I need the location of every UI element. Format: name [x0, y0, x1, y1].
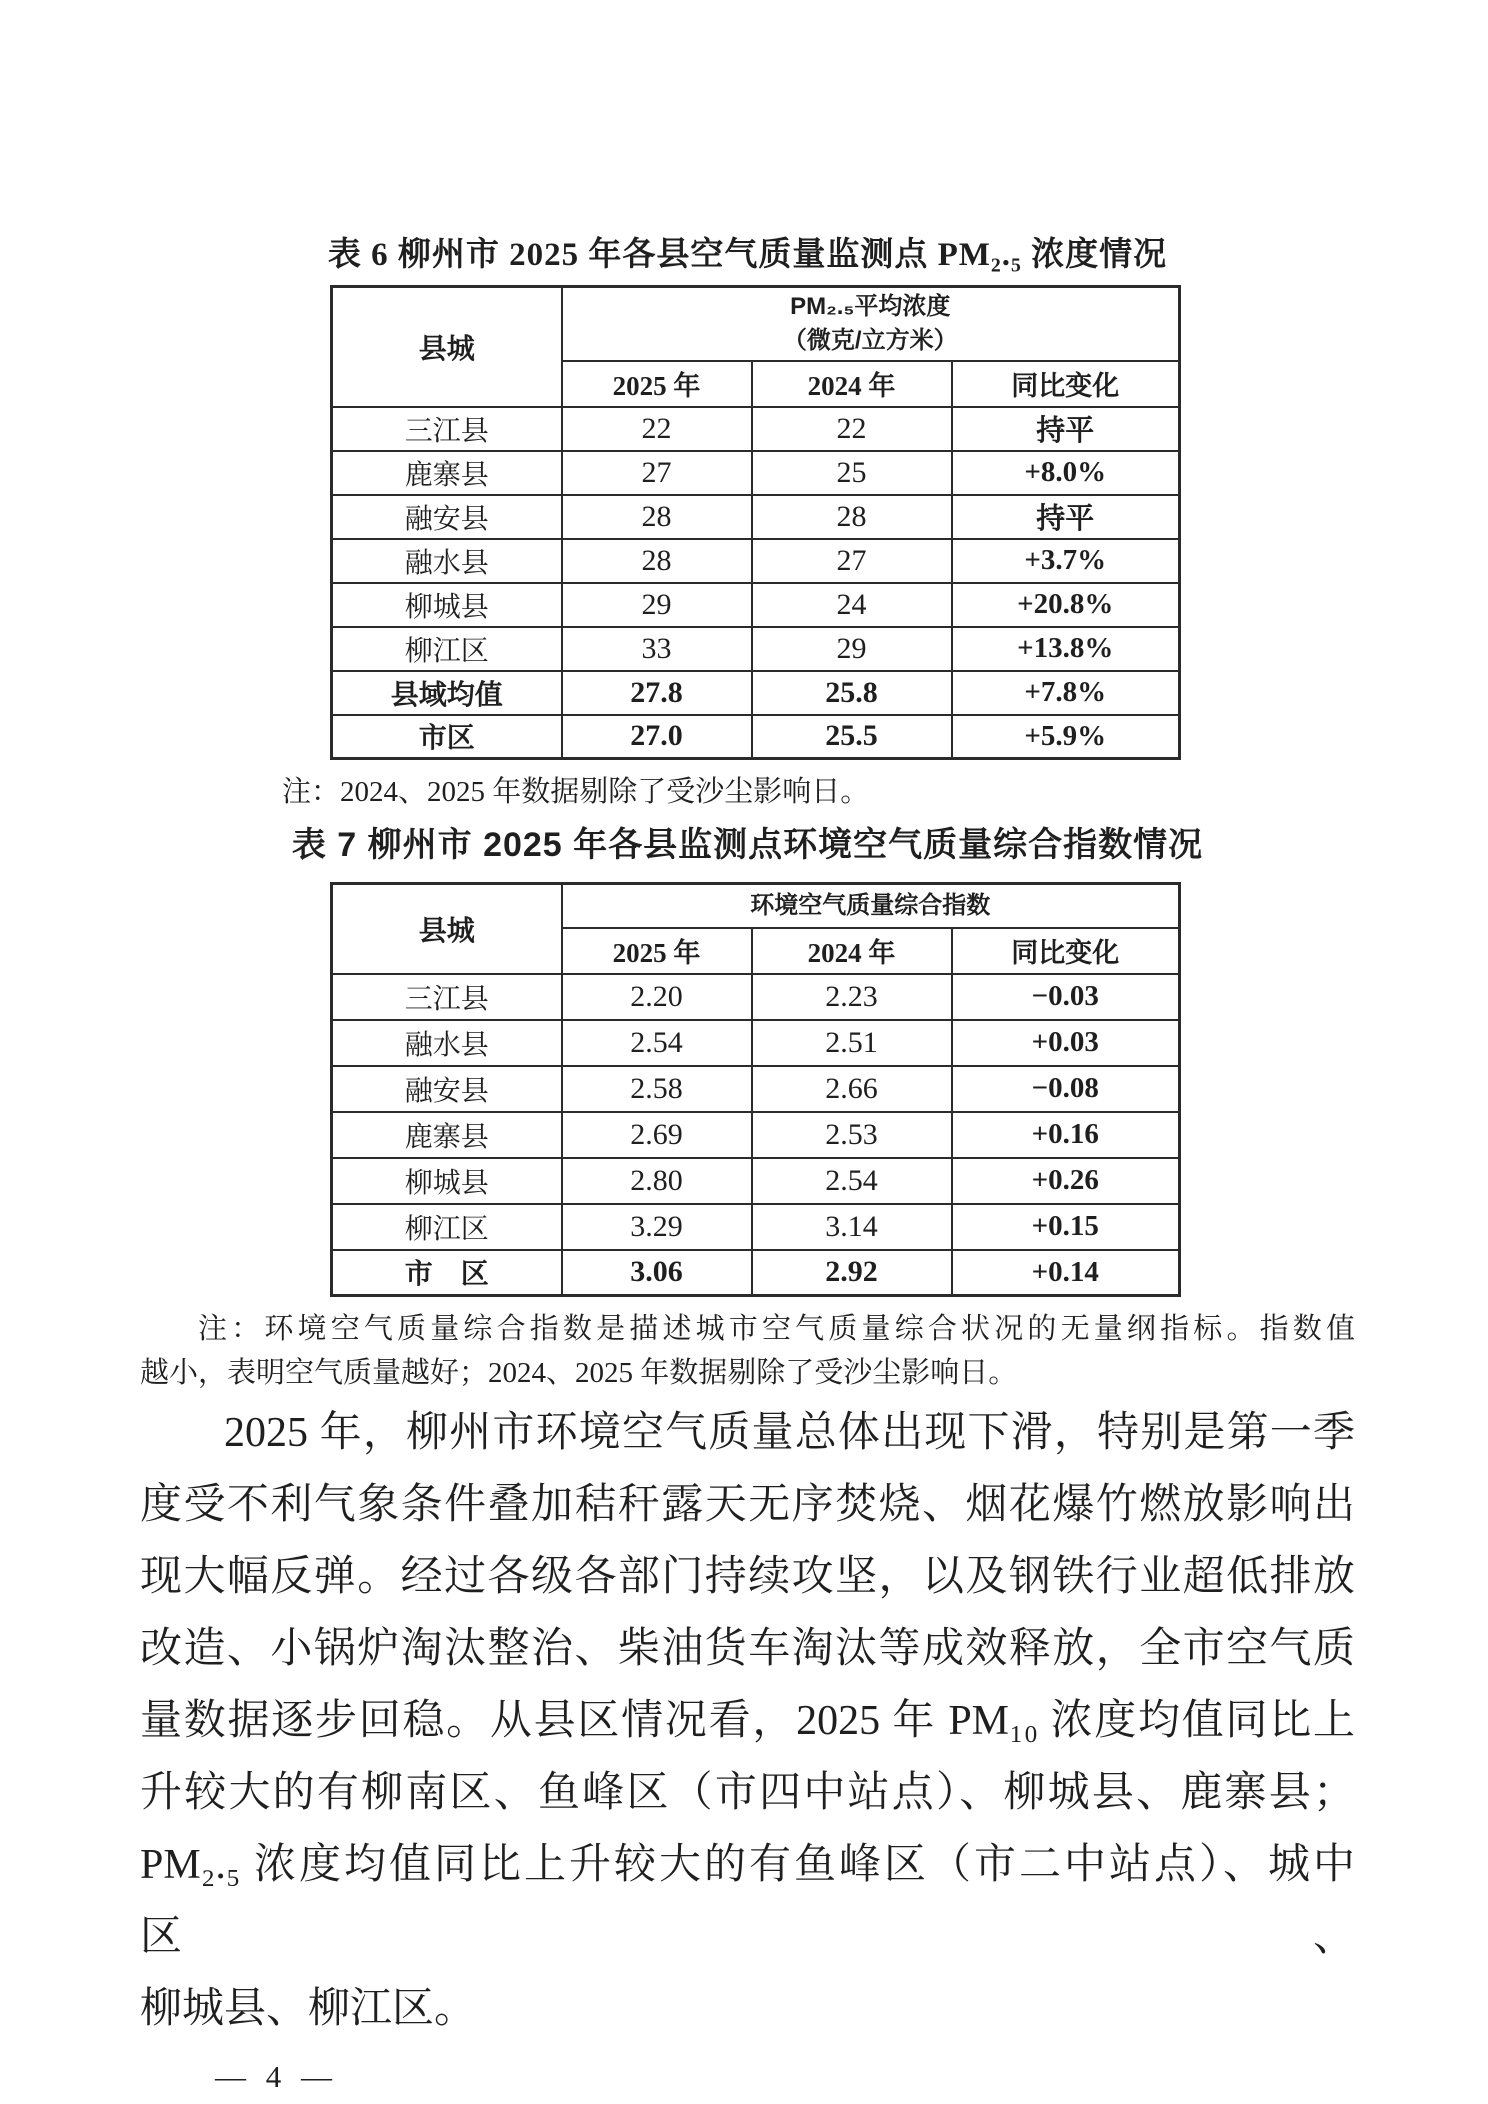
- county-name: 三江县: [332, 407, 562, 451]
- value-2024: 24: [752, 583, 952, 627]
- table-row: [332, 1158, 1180, 1204]
- value-2024: 2.54: [752, 1158, 952, 1204]
- value-2024: 22: [752, 407, 952, 451]
- table6-title: 表 6 柳州市 2025 年各县空气质量监测点 PM₂.₅ 浓度情况: [327, 237, 1168, 273]
- value-2024: 2.51: [752, 1020, 952, 1066]
- value-2024: 29: [752, 627, 952, 671]
- table7-header-change: 同比变化: [952, 928, 1180, 974]
- table6-span-header-line1: PM₂.₅平均浓度: [790, 293, 951, 321]
- paragraph-line: 度受不利气象条件叠加秸秆露天无序焚烧、烟花爆竹燃放影响出: [140, 1482, 1355, 1528]
- value-2024: 3.14: [752, 1204, 952, 1250]
- county-name: 三江县: [332, 974, 562, 1020]
- paragraph-line: PM₂.₅ 浓度均值同比上升较大的有鱼峰区（市二中站点）、城中区、: [140, 1842, 1355, 1960]
- table-row: [332, 1112, 1180, 1158]
- table7-corner-header: 县城: [332, 884, 562, 974]
- value-2025: 28: [562, 539, 752, 583]
- value-2025: 27.0: [562, 715, 752, 759]
- yoy-change: +20.8%: [952, 583, 1180, 627]
- county-name: 柳城县: [332, 583, 562, 627]
- county-name: 鹿寨县: [332, 451, 562, 495]
- yoy-change: +0.16: [952, 1112, 1180, 1158]
- table-row: [332, 1204, 1180, 1250]
- county-name: 鹿寨县: [332, 1112, 562, 1158]
- table-row: [332, 495, 1180, 539]
- paragraph-line: 柳城县、柳江区。: [140, 1986, 477, 2032]
- yoy-change: +0.03: [952, 1020, 1180, 1066]
- yoy-change: +8.0%: [952, 451, 1180, 495]
- county-name: 柳江区: [332, 627, 562, 671]
- yoy-change: +0.15: [952, 1204, 1180, 1250]
- value-2024: 2.92: [752, 1250, 952, 1296]
- paragraph-line: 量数据逐步回稳。从县区情况看，2025 年 PM₁₀ 浓度均值同比上: [140, 1698, 1355, 1744]
- table-row: [332, 1020, 1180, 1066]
- value-2024: 2.23: [752, 974, 952, 1020]
- value-2025: 27: [562, 451, 752, 495]
- table7-span-header: 环境空气质量综合指数: [562, 884, 1180, 928]
- value-2025: 29: [562, 583, 752, 627]
- table6-pm25-concentration: [330, 285, 1181, 760]
- paragraph-line: 改造、小锅炉淘汰整治、柴油货车淘汰等成效释放，全市空气质: [140, 1626, 1355, 1672]
- table-row: [332, 539, 1180, 583]
- table6-header-2024: 2024 年: [752, 361, 952, 407]
- paragraph-line: 现大幅反弹。经过各级各部门持续攻坚，以及钢铁行业超低排放: [140, 1554, 1355, 1600]
- value-2024: 2.53: [752, 1112, 952, 1158]
- yoy-change: 持平: [952, 407, 1180, 451]
- table-row-county-average: [332, 671, 1180, 715]
- table6-header-2025: 2025 年: [562, 361, 752, 407]
- page-number: — 4 —: [215, 2059, 338, 2094]
- value-2025: 3.29: [562, 1204, 752, 1250]
- yoy-change: −0.08: [952, 1066, 1180, 1112]
- county-name: 县域均值: [332, 671, 562, 715]
- value-2025: 28: [562, 495, 752, 539]
- paragraph-line: 升较大的有柳南区、鱼峰区（市四中站点）、柳城县、鹿寨县；: [140, 1770, 1355, 1816]
- table-row: [332, 627, 1180, 671]
- page-content: [140, 0, 1355, 2095]
- table7-title: 表 7 柳州市 2025 年各县监测点环境空气质量综合指数情况: [291, 826, 1204, 864]
- value-2025: 2.80: [562, 1158, 752, 1204]
- table7-note: [140, 1307, 1355, 1395]
- value-2025: 3.06: [562, 1250, 752, 1296]
- paragraph-line: 2025 年，柳州市环境空气质量总体出现下滑，特别是第一季: [224, 1410, 1355, 1456]
- county-name: 融水县: [332, 1020, 562, 1066]
- county-name: 融水县: [332, 539, 562, 583]
- value-2025: 2.69: [562, 1112, 752, 1158]
- table7-header-2025: 2025 年: [562, 928, 752, 974]
- county-name: 柳江区: [332, 1204, 562, 1250]
- county-name: 融安县: [332, 1066, 562, 1112]
- county-name: 市区: [332, 715, 562, 759]
- table-row: [332, 1066, 1180, 1112]
- value-2025: 27.8: [562, 671, 752, 715]
- value-2024: 2.66: [752, 1066, 952, 1112]
- table6-corner-header: 县城: [332, 287, 562, 407]
- value-2025: 2.54: [562, 1020, 752, 1066]
- county-name: 市 区: [332, 1250, 562, 1296]
- table6-span-header: [562, 287, 1180, 361]
- value-2024: 28: [752, 495, 952, 539]
- yoy-change: +13.8%: [952, 627, 1180, 671]
- yoy-change: +0.26: [952, 1158, 1180, 1204]
- county-name: 融安县: [332, 495, 562, 539]
- table-row-urban-area: [332, 715, 1180, 759]
- table-row-urban-area: [332, 1250, 1180, 1296]
- table7-note-line2: 越小，表明空气质量越好；2024、2025 年数据剔除了受沙尘影响日。: [140, 1357, 1018, 1389]
- yoy-change: +7.8%: [952, 671, 1180, 715]
- yoy-change: −0.03: [952, 974, 1180, 1020]
- value-2025: 22: [562, 407, 752, 451]
- table6-note: 注：2024、2025 年数据剔除了受沙尘影响日。: [282, 776, 870, 808]
- table-row: [332, 583, 1180, 627]
- value-2024: 25: [752, 451, 952, 495]
- yoy-change: 持平: [952, 495, 1180, 539]
- table6-span-header-line2: （微克/立方米）: [782, 326, 958, 354]
- value-2025: 33: [562, 627, 752, 671]
- county-name: 柳城县: [332, 1158, 562, 1204]
- table6-header-change: 同比变化: [952, 361, 1180, 407]
- value-2024: 27: [752, 539, 952, 583]
- yoy-change: +5.9%: [952, 715, 1180, 759]
- table7-header-row-1: [332, 884, 1180, 928]
- table7-header-2024: 2024 年: [752, 928, 952, 974]
- table6-header-row-1: [332, 287, 1180, 361]
- table7-note-line1: 注：环境空气质量综合指数是描述城市空气质量综合状况的无量纲指标。指数值: [198, 1313, 1355, 1345]
- body-paragraph: [140, 1397, 1355, 2045]
- value-2024: 25.5: [752, 715, 952, 759]
- value-2025: 2.20: [562, 974, 752, 1020]
- yoy-change: +0.14: [952, 1250, 1180, 1296]
- table-row: [332, 974, 1180, 1020]
- yoy-change: +3.7%: [952, 539, 1180, 583]
- value-2025: 2.58: [562, 1066, 752, 1112]
- table7-aqi-composite-index: [330, 882, 1181, 1297]
- table-row: [332, 451, 1180, 495]
- table-row: [332, 407, 1180, 451]
- value-2024: 25.8: [752, 671, 952, 715]
